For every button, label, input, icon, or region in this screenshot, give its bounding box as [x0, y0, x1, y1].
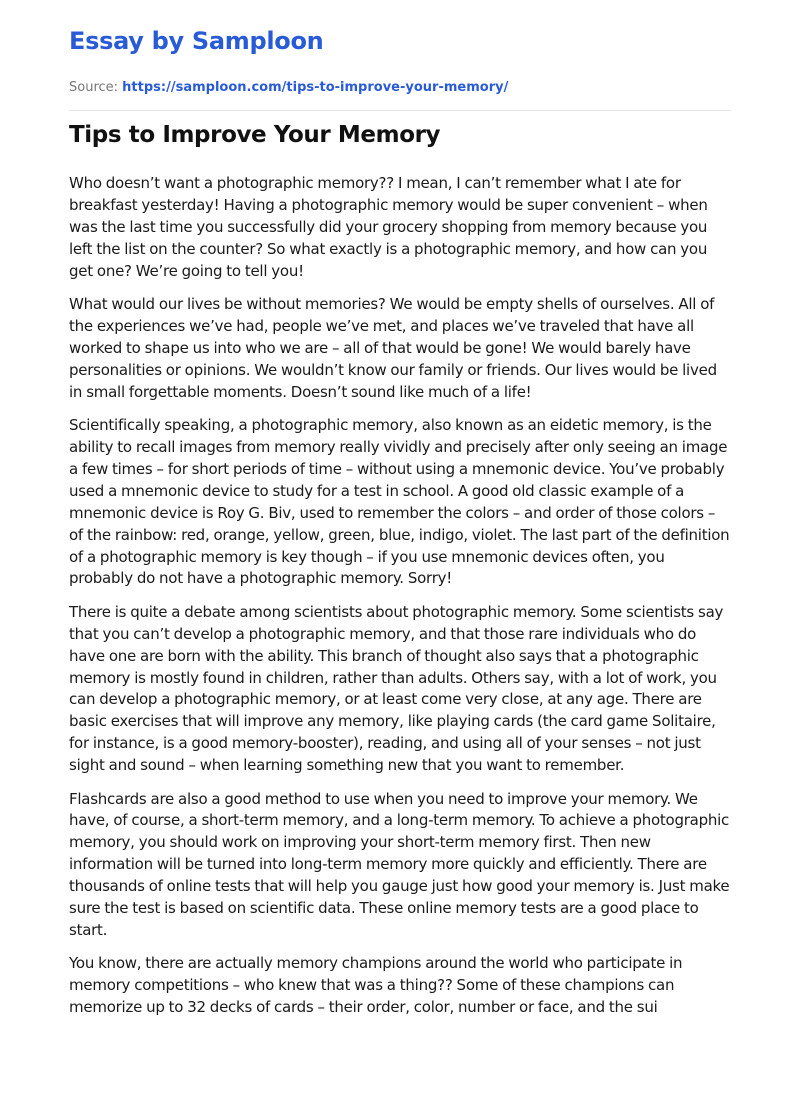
source-line: [69, 80, 508, 95]
source-link[interactable]: https://samploon.com/tips-to-improve-your-memory/: [122, 80, 509, 95]
paragraph-6: You know, there are actually memory champions around the world who participate in memory competitions – who knew that was a thing?? Some of these champions can memorize up to 32 decks of cards – their order, color, number or face, and the sui: [69, 954, 683, 1017]
paragraph-2: What would our lives be without memories? We would be empty shells of ourselves. All of the experiences we’ve had, people we’ve met, and places we’ve traveled that have all worked to shape us into who we are – all of that would be gone! We would barely have personalities or opinions. We wouldn’t know our family or friends. Our lives would be lived in small forgettable moments. Doesn’t sound like much of a life!: [69, 295, 717, 401]
article-body: [69, 173, 731, 1031]
paragraph-1: Who doesn’t want a photographic memory?? I mean, I can’t remember what I ate for breakfast yesterday! Having a photographic memory would be super convenient – when was the last time you successfully did your grocery shopping from memory because you left the list on the counter? So what exactly is a photographic memory, and how can you get one? We’re going to tell you!: [69, 174, 708, 280]
article-title: Tips to Improve Your Memory: [69, 122, 441, 148]
paragraph-4: There is quite a debate among scientists about photographic memory. Some scientists say that you can’t develop a photographic memory, and that those rare individuals who do have one are born with the ability. This branch of thought also says that a photographic memory is mostly found in children, rather than adults. Others say, with a lot of work, you can develop a photographic memory, or at least come very close, at any age. There are basic exercises that will improve any memory, like playing cards (the card game Solitaire, for instance, is a good memory-booster), reading, and using all of your senses – not just sight and sound – when learning something new that you want to remember.: [69, 602, 724, 775]
header-divider: [69, 110, 731, 111]
paragraph-3: Scientifically speaking, a photographic memory, also known as an eidetic memory, is the ability to recall images from memory really vividly and precisely after only seeing an image a few times – for short periods of time – without using a mnemonic device. You’ve probably used a mnemonic device to study for a test in school. A good old classic example of a mnemonic device is Roy G. Biv, used to remember the colors – and order of those colors – of the rainbow: red, orange, yellow, green, blue, indigo, violet. The last part of the definition of a photographic memory is key though – if you use mnemonic devices often, you probably do not have a photographic memory. Sorry!: [69, 416, 730, 588]
site-brand: Essay by Samploon: [69, 27, 324, 55]
source-label: Source:: [69, 80, 119, 95]
paragraph-5: Flashcards are also a good method to use when you need to improve your memory. We have, of course, a short-term memory, and a long-term memory. To achieve a photographic memory, you should work on improving your short-term memory first. Then new information will be turned into long-term memory more quickly and efficiently. There are thousands of online tests that will help you gauge just how good your memory is. Just make sure the test is based on scientific data. These online memory tests are a good place to start.: [69, 789, 730, 939]
